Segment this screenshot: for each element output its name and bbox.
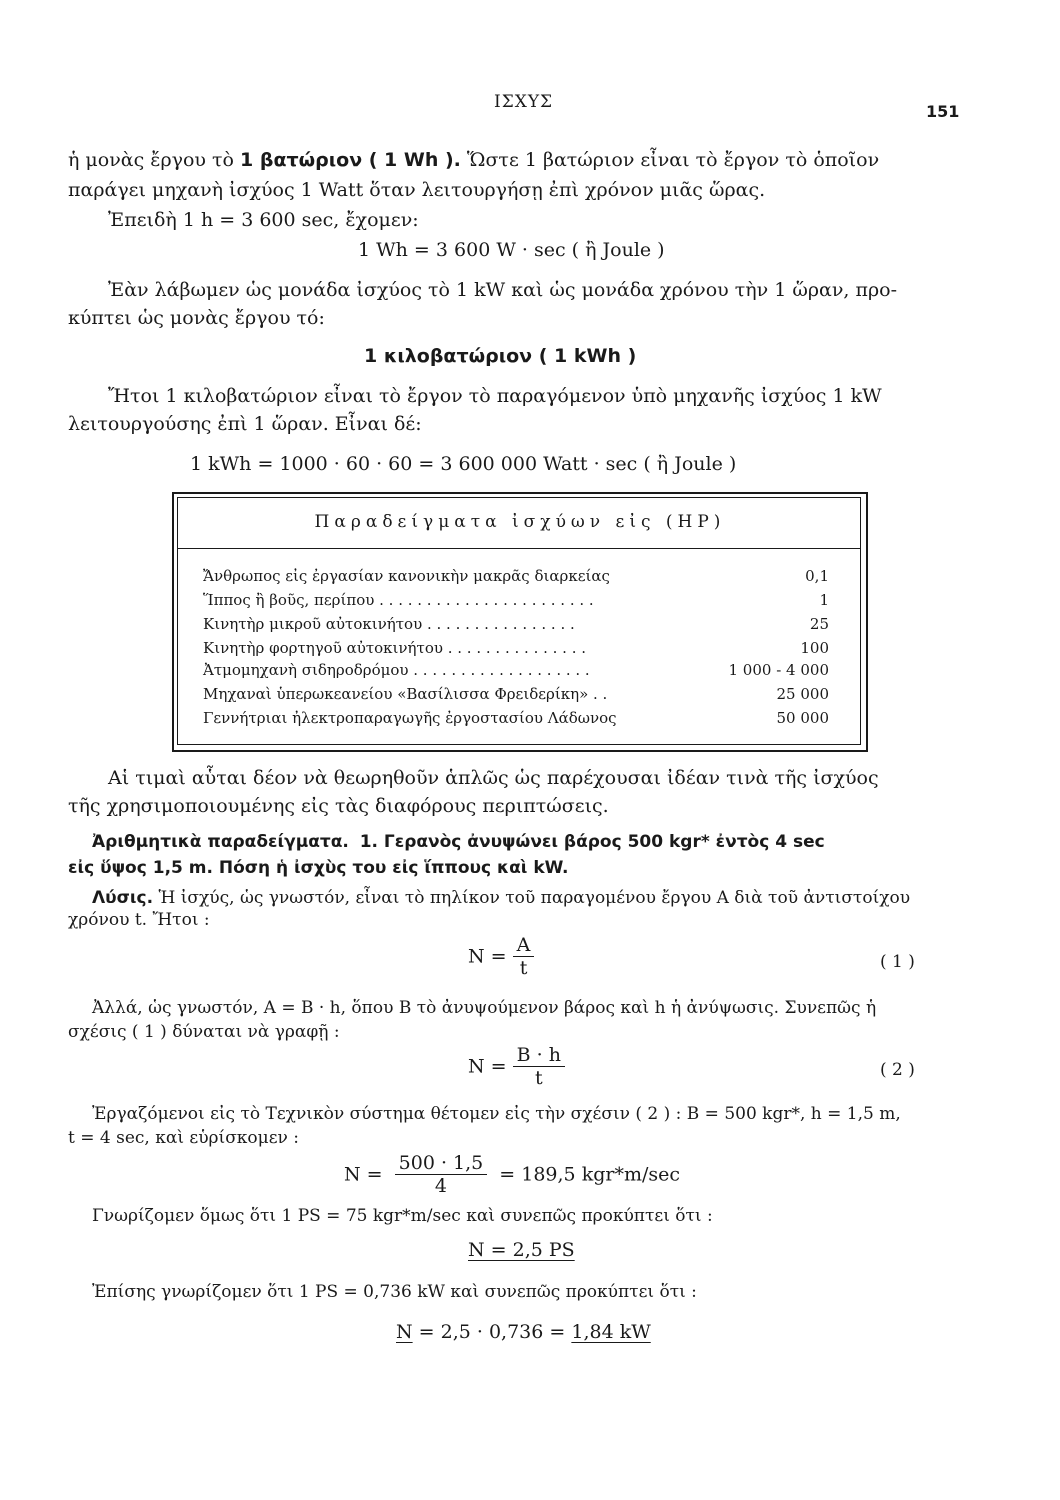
examples-title: Ἀριθμητικὰ παραδείγματα. bbox=[92, 832, 349, 852]
table-divider bbox=[177, 548, 861, 549]
solution-line-2: χρόνου t. Ἤτοι : bbox=[68, 910, 210, 930]
solution-label: Λύσις. bbox=[92, 888, 154, 908]
after-table-line-1: Αἱ τιμαὶ αὗται δέον νὰ θεωρηθοῦν ἁπλῶς ὡς παρέχουσαι ἰδέαν τινὰ τῆς ἰσχύος bbox=[108, 767, 879, 789]
formula-2-tag: ( 2 ) bbox=[880, 1060, 915, 1080]
formula-3: N = $\frac{500 \cdot 1,5}{4}$ = 189,5 kgr*m/sec bbox=[344, 1152, 681, 1197]
intro-line-3: Ἐπειδὴ 1 h = 3 600 sec, ἔχομεν: bbox=[108, 209, 419, 231]
para5: Ἐπίσης γνωρίζομεν ὅτι 1 PS = 0,736 kW καὶ συνεπῶς προκύπτει ὅτι : bbox=[92, 1282, 697, 1302]
kwh-heading: 1 κιλοβατώριον ( 1 kWh ) bbox=[364, 345, 637, 367]
intro-line-7: λειτουργούσης ἐπὶ 1 ὥραν. Εἶναι δέ: bbox=[68, 413, 422, 435]
example-statement: 1. Γερανὸς ἀνυψώνει βάρος 500 kgr* ἐντὸς 4 sec bbox=[359, 832, 825, 852]
running-header: ΙΣΧΥΣ bbox=[494, 92, 554, 112]
result-ps: N = 2,5 PS bbox=[468, 1239, 575, 1261]
example-heading-2: εἰς ὕψος 1,5 m. Πόση ἡ ἰσχὺς του εἰς ἵππους καὶ kW. bbox=[68, 858, 569, 878]
page: ΙΣΧΥΣ 151 ἡ μονὰς ἔργου τὸ 1 βατώριον ( 1 Wh ). Ὥστε 1 βατώριον εἶναι τὸ ἔργον τὸ ὁποῖον παράγει μηχανὴ ἰσχύος 1 Watt ὅταν λειτουργήσῃ ἐπὶ χρόνον μιᾶς ὥρας. Ἐπειδὴ 1 h = 3 600 sec, ἔχομεν: 1 Wh = 3 600 W · sec ( ἢ Joule ) Ἐὰν λάβωμεν ὡς μονάδα ἰσχύος τὸ 1 kW καὶ ὡς μονάδα χρόνου τὴν 1 ὥραν, προ- κύπτει ὡς μονὰς ἔργου τό: 1 κιλοβατώριον ( 1 kWh ) Ἤτοι 1 κιλοβατώριον εἶναι τὸ ἔργον τὸ παραγόμενον ὑπὸ μηχανῆς ἰσχύος 1 kW λειτουργούσης ἐπὶ 1 ὥραν. Εἶναι δέ: 1 kWh = 1000 · 60 · 60 = 3 600 000 Watt · sec ( ἢ Joule ) Παραδείγματα ἰσχύων εἰς (HP) Ἄνθρωπος εἰς ἐργασίαν κανονικὴν μακρᾶς διαρκείας 0,1 Ἵππος ἢ βοῦς, περίπου . . . . . . . . . . . . . . . . . . . . . . . 1 Κινητὴρ μικροῦ αὐτοκινήτου . . . . . . . . . . . . . . . . 25 Κινητὴρ φορτηγοῦ αὐτοκινήτου . . . . . . . . . . . . . . . 100 Ἀτμομηχανὴ σιδηροδρόμου . . . . . . . . . . . . . . . . . . . 1 000 - 4 000 Μηχαναὶ ὑπερωκεανείου «Βασίλισσα Φρειδερίκη» . . 25 000 Γεννήτριαι ἠλεκτροπαραγωγῆς ἐργοστασίου Λάδωνος 50 000 Αἱ τιμαὶ αὗται δέον νὰ θεωρηθοῦν ἁπλῶς ὡς παρέχουσαι ἰδέαν τινὰ τῆς ἰσχύος τῆς χρησιμοποιουμένης εἰς τὰς διαφόρους περιπτώσεις. Ἀριθμητικὰ παραδείγματα. 1. Γερανὸς ἀνυψώνει βάρος 500 kgr* ἐντὸς 4 sec εἰς ὕψος 1,5 m. Πόση ἡ ἰσχὺς του εἰς ἵππους καὶ kW. Λύσις. Ἡ ἰσχύς, ὡς γνωστόν, εἶναι τὸ πηλίκον τοῦ παραγομένου ἔργου Α διὰ τοῦ ἀντιστοίχου χρόνου t. Ἤτοι : N = $\frac{A}{t}$ ( 1 ) Ἀλλά, ὡς γνωστόν, Α = Β · h, ὅπου Β τὸ ἀνυψούμενον βάρος καὶ h ἡ ἀνύψωσις. Συνεπῶς ἡ σχέσις ( 1 ) δύναται νὰ γραφῇ : N = $\frac{B \cdot h}{t}$ ( 2 ) Ἐργαζόμενοι εἰς τὸ Τεχνικὸν σύστημα θέτομεν εἰς τὴν σχέσιν ( 2 ) : Β = 500 kgr*, h = 1,5 m, t = 4 sec, καὶ εὑρίσκομεν : N = $\frac{500 \cdot 1,5}{4}$ = 189,5 kgr*m/sec Γνωρίζομεν ὅμως ὅτι 1 PS = 75 kgr*m/sec καὶ συνεπῶς προκύπτει ὅτι : N = 2,5 PS Ἐπίσης γνωρίζομεν ὅτι 1 PS = 0,736 kW καὶ συνεπῶς προκύπτει ὅτι : N = 2,5 · 0,736 = 1,84 kW bbox=[68, 92, 960, 1343]
para2-line-1: Ἀλλά, ὡς γνωστόν, Α = Β · h, ὅπου Β τὸ ἀνυψούμενον βάρος καὶ h ἡ ἀνύψωσις. Συνεπῶς ἡ bbox=[92, 998, 877, 1018]
solution-line-1: Λύσις. Ἡ ἰσχύς, ὡς γνωστόν, εἶναι τὸ πηλίκον τοῦ παραγομένου ἔργου Α διὰ τοῦ ἀντιστοίχου bbox=[92, 888, 911, 908]
intro-line-6: Ἤτοι 1 κιλοβατώριον εἶναι τὸ ἔργον τὸ παραγόμενον ὑπὸ μηχανῆς ἰσχύος 1 kW bbox=[108, 385, 882, 407]
equation-wh: 1 Wh = 3 600 W · sec ( ἢ Joule ) bbox=[358, 239, 665, 261]
intro-line-2: παράγει μηχανὴ ἰσχύος 1 Watt ὅταν λειτουργήσῃ ἐπὶ χρόνον μιᾶς ὥρας. bbox=[68, 179, 766, 201]
formula-1: N = $\frac{A}{t}$ bbox=[468, 934, 534, 979]
after-table-line-2: τῆς χρησιμοποιουμένης εἰς τὰς διαφόρους περιπτώσεις. bbox=[68, 795, 609, 817]
intro-line-4: Ἐὰν λάβωμεν ὡς μονάδα ἰσχύος τὸ 1 kW καὶ ὡς μονάδα χρόνου τὴν 1 ὥραν, προ- bbox=[108, 279, 898, 301]
equation-kwh: 1 kWh = 1000 · 60 · 60 = 3 600 000 Watt · sec ( ἢ Joule ) bbox=[190, 453, 737, 475]
example-heading-1 bbox=[92, 830, 825, 854]
table-title: Παραδείγματα ἰσχύων εἰς (HP) bbox=[314, 512, 726, 532]
para3-line-2: t = 4 sec, καὶ εὑρίσκομεν : bbox=[68, 1128, 299, 1148]
formula-1-tag: ( 1 ) bbox=[880, 952, 915, 972]
formula-2: N = $\frac{B \cdot h}{t}$ bbox=[468, 1044, 565, 1089]
para4: Γνωρίζομεν ὅμως ὅτι 1 PS = 75 kgr*m/sec καὶ συνεπῶς προκύπτει ὅτι : bbox=[92, 1206, 713, 1226]
result-kw: N = 2,5 · 0,736 = 1,84 kW bbox=[396, 1321, 651, 1343]
intro-line-1: ἡ μονὰς ἔργου τὸ 1 βατώριον ( 1 Wh ). Ὥστε 1 βατώριον εἶναι τὸ ἔργον τὸ ὁποῖον bbox=[68, 149, 880, 171]
para2-line-2: σχέσις ( 1 ) δύναται νὰ γραφῇ : bbox=[68, 1022, 340, 1042]
watt-hour-term: 1 βατώριον ( 1 Wh ). bbox=[240, 149, 461, 171]
para3-line-1: Ἐργαζόμενοι εἰς τὸ Τεχνικὸν σύστημα θέτομεν εἰς τὴν σχέσιν ( 2 ) : Β = 500 kgr*, h = 1,5 m, bbox=[92, 1104, 901, 1124]
page-number: 151 bbox=[926, 102, 960, 121]
intro-line-5: κύπτει ὡς μονὰς ἔργου τό: bbox=[68, 307, 325, 329]
